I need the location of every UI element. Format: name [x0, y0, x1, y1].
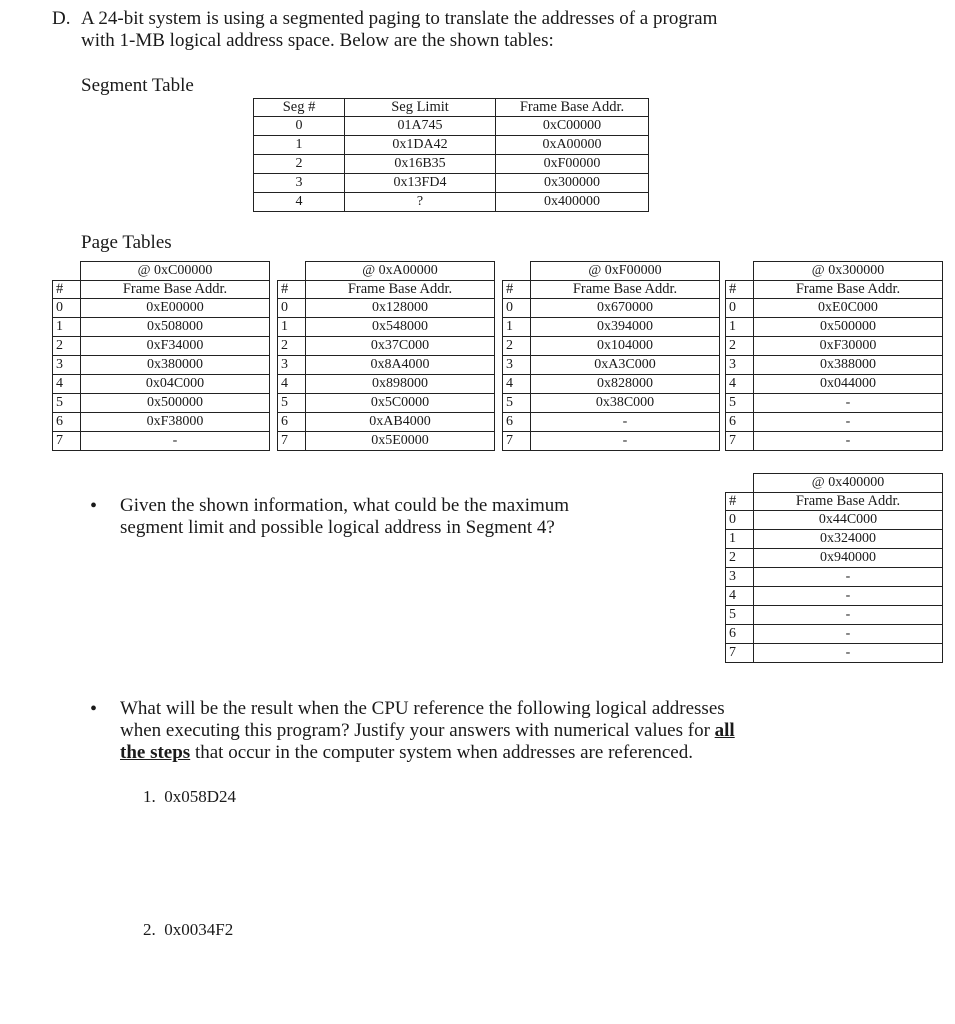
frame-base-cell: 0x388000: [754, 356, 943, 375]
frame-base-cell: -: [754, 644, 943, 663]
page-table-caption: @ 0xF00000: [531, 262, 720, 281]
page-table-row: [503, 318, 720, 337]
bullet-2-emphasis-all: all: [714, 720, 735, 741]
page-table-caption: @ 0x400000: [754, 474, 943, 493]
frame-base-cell: 0x104000: [531, 337, 720, 356]
page-table-row: [726, 625, 943, 644]
frame-base-cell: 0x394000: [531, 318, 720, 337]
page-num-cell: 7: [278, 432, 306, 451]
caption-spacer: [278, 262, 306, 281]
page-table-header-row: [503, 281, 720, 299]
segment-row: [254, 136, 649, 155]
page-table-caption: @ 0xC00000: [81, 262, 270, 281]
address-number: 1.: [143, 787, 156, 806]
frame-base-cell: 0xE0C000: [754, 299, 943, 318]
page-num-cell: 2: [278, 337, 306, 356]
page-table-row: [726, 318, 943, 337]
frame-base-cell: 0x670000: [531, 299, 720, 318]
bullet-1-line-1: Given the shown information, what could be the maximum: [120, 495, 570, 516]
page-table-row: [503, 375, 720, 394]
frame-base-cell: -: [754, 432, 943, 451]
page-num-cell: 2: [503, 337, 531, 356]
segment-row: [254, 174, 649, 193]
seg-num-cell: 4: [254, 193, 345, 212]
page-table-row: [503, 432, 720, 451]
frame-base-cell: 0xA3C000: [531, 356, 720, 375]
page-table-caption-row: [278, 262, 495, 281]
seg-limit-header: Seg Limit: [345, 99, 496, 117]
frame-base-header: Frame Base Addr.: [754, 493, 943, 511]
page-num-cell: 3: [53, 356, 81, 375]
page-num-cell: 4: [53, 375, 81, 394]
page-num-cell: 6: [53, 413, 81, 432]
frame-base-cell: 0xE00000: [81, 299, 270, 318]
frame-base-cell: 0xC00000: [496, 117, 649, 136]
page-table-row: [53, 337, 270, 356]
seg-limit-cell: 0x13FD4: [345, 174, 496, 193]
page-tables-heading: Page Tables: [81, 232, 172, 253]
page-table-row: [53, 432, 270, 451]
page-num-cell: 0: [726, 299, 754, 318]
page-table-row: [53, 375, 270, 394]
page-table-row: [53, 299, 270, 318]
frame-base-cell: 0x500000: [754, 318, 943, 337]
page-num-cell: 7: [503, 432, 531, 451]
seg-limit-cell: 0x1DA42: [345, 136, 496, 155]
page-num-cell: 4: [278, 375, 306, 394]
page-table-row: [726, 644, 943, 663]
page-table-row: [503, 299, 720, 318]
question-line-1: A 24-bit system is using a segmented paging to translate the addresses of a program: [81, 8, 718, 29]
frame-base-cell: 0x38C000: [531, 394, 720, 413]
page-table-row: [726, 568, 943, 587]
page-num-cell: 2: [726, 549, 754, 568]
frame-base-cell: 0x324000: [754, 530, 943, 549]
frame-base-cell: 0x37C000: [306, 337, 495, 356]
page-num-cell: 4: [503, 375, 531, 394]
page-num-cell: 5: [726, 606, 754, 625]
page-table-header-row: [726, 493, 943, 511]
page-table-row: [726, 511, 943, 530]
page-table-row: [503, 356, 720, 375]
bullet-question-2: [90, 698, 735, 764]
caption-spacer: [726, 474, 754, 493]
page-num-cell: 7: [726, 432, 754, 451]
page-table-row: [278, 394, 495, 413]
page-table-row: [726, 587, 943, 606]
page-table: [502, 261, 720, 451]
page-num-cell: 7: [53, 432, 81, 451]
caption-spacer: [53, 262, 81, 281]
page-table-row: [503, 413, 720, 432]
page-num-cell: 1: [503, 318, 531, 337]
page-table-row: [278, 299, 495, 318]
frame-base-cell: 0x380000: [81, 356, 270, 375]
page-table-row: [278, 432, 495, 451]
seg-num-cell: 2: [254, 155, 345, 174]
segment-table: [253, 98, 649, 212]
question-line-2: with 1-MB logical address space. Below are the shown tables:: [81, 30, 554, 51]
frame-base-cell: -: [754, 625, 943, 644]
seg-num-cell: 3: [254, 174, 345, 193]
segment-table-heading: Segment Table: [81, 75, 194, 96]
page-table-caption-row: [726, 262, 943, 281]
bullet-2-line-2: when executing this program? Justify your answers with numerical values for: [120, 720, 715, 741]
caption-spacer: [726, 262, 754, 281]
page-num-cell: 1: [726, 530, 754, 549]
segment-table-header-row: [254, 99, 649, 117]
page-table-row: [53, 356, 270, 375]
page-table-row: [53, 413, 270, 432]
page-table-row: [726, 375, 943, 394]
page-num-cell: 6: [503, 413, 531, 432]
frame-base-cell: 0xF34000: [81, 337, 270, 356]
page-table-row: [726, 356, 943, 375]
frame-base-header: Frame Base Addr.: [754, 281, 943, 299]
page-num-cell: 1: [726, 318, 754, 337]
page-table: [725, 261, 943, 451]
seg-num-cell: 1: [254, 136, 345, 155]
page-table-row: [278, 337, 495, 356]
segment-row: [254, 193, 649, 212]
segment-row: [254, 117, 649, 136]
page-num-cell: 6: [278, 413, 306, 432]
seg-num-cell: 0: [254, 117, 345, 136]
bullet-2-emphasis-steps: the steps: [120, 742, 191, 763]
seg-limit-cell: 01A745: [345, 117, 496, 136]
bullet-1-line-2: segment limit and possible logical address in Segment 4?: [120, 517, 555, 538]
address-item-1: [143, 787, 236, 807]
page-table-caption: @ 0xA00000: [306, 262, 495, 281]
segment-row: [254, 155, 649, 174]
page-num-cell: 2: [53, 337, 81, 356]
frame-base-header: Frame Base Addr.: [496, 99, 649, 117]
page-num-cell: 3: [278, 356, 306, 375]
page-table-row: [726, 413, 943, 432]
frame-base-cell: -: [754, 568, 943, 587]
frame-base-header: Frame Base Addr.: [531, 281, 720, 299]
frame-base-cell: 0xF30000: [754, 337, 943, 356]
page-table-caption: @ 0x300000: [754, 262, 943, 281]
page-table-row: [278, 356, 495, 375]
page-table-caption-row: [53, 262, 270, 281]
frame-base-cell: -: [754, 394, 943, 413]
frame-base-cell: 0x548000: [306, 318, 495, 337]
address-item-2: [143, 920, 233, 940]
address-number: 2.: [143, 920, 156, 939]
frame-base-cell: -: [531, 413, 720, 432]
frame-base-cell: -: [754, 606, 943, 625]
frame-base-cell: 0x940000: [754, 549, 943, 568]
page-num-cell: 6: [726, 413, 754, 432]
page-num-cell: 6: [726, 625, 754, 644]
frame-base-cell: 0x500000: [81, 394, 270, 413]
frame-base-cell: 0x898000: [306, 375, 495, 394]
frame-base-cell: 0x44C000: [754, 511, 943, 530]
page-num-cell: 0: [53, 299, 81, 318]
caption-spacer: [503, 262, 531, 281]
frame-base-cell: 0xF38000: [81, 413, 270, 432]
page-table-row: [278, 413, 495, 432]
address-value: 0x0034F2: [164, 920, 234, 939]
page-table-caption-row: [503, 262, 720, 281]
page-table-header-row: [726, 281, 943, 299]
frame-base-cell: 0x300000: [496, 174, 649, 193]
page-num-cell: 5: [278, 394, 306, 413]
page-table-row: [53, 318, 270, 337]
frame-base-cell: 0xAB4000: [306, 413, 495, 432]
frame-base-cell: 0xA00000: [496, 136, 649, 155]
page-num-header: #: [53, 281, 81, 299]
bullet-dot-icon: •: [90, 698, 98, 720]
page-num-cell: 1: [53, 318, 81, 337]
page-table-row: [726, 606, 943, 625]
page-table-row: [503, 337, 720, 356]
page-table: [52, 261, 270, 451]
page-num-header: #: [726, 493, 754, 511]
page-num-cell: 0: [278, 299, 306, 318]
page-num-cell: 0: [503, 299, 531, 318]
page-num-cell: 4: [726, 375, 754, 394]
frame-base-cell: 0x400000: [496, 193, 649, 212]
page-table-row: [503, 394, 720, 413]
page-table: [725, 473, 943, 663]
seg-limit-cell: ?: [345, 193, 496, 212]
page-table-header-row: [278, 281, 495, 299]
page-table-caption-row: [726, 474, 943, 493]
page-num-cell: 7: [726, 644, 754, 663]
page-num-cell: 3: [726, 568, 754, 587]
frame-base-cell: 0x128000: [306, 299, 495, 318]
page-num-header: #: [503, 281, 531, 299]
page-table-header-row: [53, 281, 270, 299]
page-num-cell: 1: [278, 318, 306, 337]
seg-num-header: Seg #: [254, 99, 345, 117]
question-header: [52, 8, 932, 52]
page-table-row: [53, 394, 270, 413]
frame-base-header: Frame Base Addr.: [81, 281, 270, 299]
frame-base-cell: -: [754, 413, 943, 432]
frame-base-cell: 0x508000: [81, 318, 270, 337]
page-num-cell: 3: [503, 356, 531, 375]
page-table-row: [278, 375, 495, 394]
frame-base-cell: 0x04C000: [81, 375, 270, 394]
frame-base-cell: 0x828000: [531, 375, 720, 394]
page-table-row: [726, 299, 943, 318]
page-table: [277, 261, 495, 451]
frame-base-cell: 0xF00000: [496, 155, 649, 174]
page-table-row: [278, 318, 495, 337]
question-label: D.: [52, 8, 71, 29]
page-num-cell: 3: [726, 356, 754, 375]
page-num-cell: 2: [726, 337, 754, 356]
frame-base-cell: 0x044000: [754, 375, 943, 394]
page-num-cell: 0: [726, 511, 754, 530]
page-num-header: #: [726, 281, 754, 299]
page-table-row: [726, 337, 943, 356]
frame-base-header: Frame Base Addr.: [306, 281, 495, 299]
page-num-cell: 4: [726, 587, 754, 606]
seg-limit-cell: 0x16B35: [345, 155, 496, 174]
frame-base-cell: 0x5C0000: [306, 394, 495, 413]
page-num-cell: 5: [53, 394, 81, 413]
bullet-question-1: [90, 495, 570, 539]
frame-base-cell: -: [81, 432, 270, 451]
page-table-row: [726, 432, 943, 451]
page-num-cell: 5: [503, 394, 531, 413]
page-table-row: [726, 394, 943, 413]
bullet-2-line-1: What will be the result when the CPU reference the following logical addresses: [120, 698, 725, 719]
frame-base-cell: -: [754, 587, 943, 606]
page-table-row: [726, 530, 943, 549]
frame-base-cell: -: [531, 432, 720, 451]
page-table-row: [726, 549, 943, 568]
frame-base-cell: 0x8A4000: [306, 356, 495, 375]
page-num-header: #: [278, 281, 306, 299]
address-value: 0x058D24: [164, 787, 237, 806]
page-num-cell: 5: [726, 394, 754, 413]
bullet-2-line-3: that occur in the computer system when addresses are referenced.: [190, 742, 693, 763]
bullet-dot-icon: •: [90, 495, 98, 517]
frame-base-cell: 0x5E0000: [306, 432, 495, 451]
